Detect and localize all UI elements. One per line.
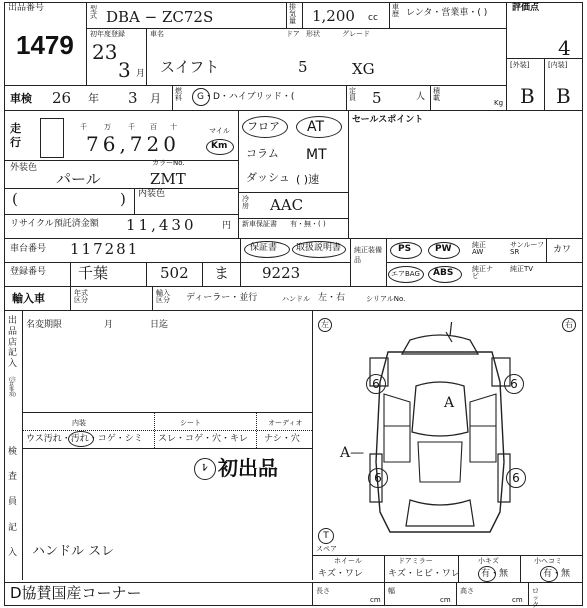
divider	[238, 218, 348, 219]
first-reg-month-unit: 月	[136, 69, 146, 79]
right-side-marker: 右	[562, 318, 576, 332]
divider	[302, 2, 303, 28]
displacement-label: 排気量	[289, 3, 296, 25]
equipment-tv: 純正TV	[510, 265, 534, 273]
divider	[312, 555, 583, 556]
divider	[238, 192, 348, 193]
divider	[22, 448, 312, 449]
option-mt: MT	[306, 147, 327, 163]
recycle-unit: 円	[222, 221, 232, 231]
chassis-value: 117281	[70, 240, 140, 258]
exterior-color-label: 外装色	[10, 163, 38, 173]
import-div-value: ディーラー・並行	[186, 293, 258, 303]
option-speed: ( )速	[296, 173, 320, 186]
equipment-airbag: エアBAG	[391, 270, 420, 278]
first-reg-month: 3	[118, 58, 131, 82]
lot-number: 1479	[16, 30, 74, 60]
inspector-label: 検査員記入	[8, 447, 18, 558]
load-unit: Kg	[494, 99, 504, 107]
divider	[346, 85, 347, 110]
width-label: 幅	[388, 587, 395, 595]
fuel-label: 燃料	[175, 87, 182, 102]
shaken-month: 3	[128, 89, 138, 107]
history-value: レンタ・営業車・( )	[406, 8, 488, 18]
registration-area: 千葉	[78, 264, 109, 282]
divider	[256, 412, 257, 448]
divider	[546, 238, 547, 262]
diagram-mark-6-rear-left: 6	[368, 468, 388, 488]
first-listing-stamp-icon: ﾚ	[194, 458, 216, 480]
divider	[4, 582, 583, 583]
audio-header: オーディオ	[268, 419, 303, 427]
option-floor: フロア	[247, 120, 280, 133]
interior-color-label: 内装色	[138, 189, 166, 199]
type-value: DBA − ZC72S	[106, 8, 214, 26]
doors-value: 5	[298, 58, 308, 76]
mirror-label: ドアミラー	[398, 557, 433, 565]
divider	[348, 110, 349, 238]
mileage-box	[40, 118, 64, 158]
load-label: 積載	[433, 87, 440, 102]
first-reg-year: 23	[92, 40, 118, 64]
displacement-unit: cc	[368, 13, 378, 23]
exterior-score-label: [外装]	[510, 61, 530, 69]
name-change-month: 月	[104, 320, 114, 330]
divider	[86, 2, 87, 85]
equipment-aw: 純正AW	[472, 241, 486, 256]
wheel-values: キズ・ワレ	[318, 569, 363, 579]
color-no-label: カラーNo.	[152, 159, 185, 167]
grade-value: XG	[352, 60, 375, 78]
name-change-label: 名変期限	[26, 320, 63, 330]
registration-label: 登録番号	[10, 267, 47, 277]
first-reg-label: 初年度登録	[90, 30, 125, 38]
lock-label: ロック	[532, 587, 539, 608]
divider	[86, 28, 506, 29]
equipment-label: 純正装備品	[354, 246, 382, 264]
divider	[134, 188, 135, 214]
warranty-label: 新車保証書	[242, 220, 277, 228]
divider	[22, 430, 312, 431]
capacity-value: 5	[372, 89, 382, 107]
doors-label: ドア	[286, 30, 300, 38]
divider	[172, 85, 173, 110]
name-change-day: 日迄	[150, 320, 169, 330]
score-value: 4	[558, 36, 571, 60]
mileage-label: 走行	[10, 122, 21, 150]
aircon-value: AAC	[270, 196, 304, 214]
diagram-mark-6-rear-right: 6	[506, 468, 526, 488]
diagram-mark-a-roof: A	[444, 395, 455, 411]
manual-label: 取扱説明書	[296, 243, 342, 253]
audio-values: ナシ・穴	[264, 434, 300, 444]
mileage-digit-header: 十	[170, 123, 177, 131]
length-unit: cm	[370, 596, 381, 604]
chassis-label: 車台番号	[10, 244, 47, 254]
car-name-value: スイフト	[160, 58, 220, 76]
import-label: 輸入車	[12, 292, 45, 305]
equipment-navi: 純正ナビ	[472, 265, 493, 280]
divider	[430, 85, 431, 110]
divider	[386, 262, 583, 263]
import-handle-label: ハンドル	[282, 295, 310, 303]
small-scratch-label: 小キズ	[478, 557, 499, 565]
divider	[384, 555, 385, 582]
shape-label: 形状	[306, 30, 320, 38]
registration-kana: ま	[214, 264, 230, 282]
divider	[70, 262, 71, 286]
first-listing-label: 初出品	[218, 456, 278, 480]
shaken-label: 車検	[10, 92, 32, 105]
notes-side-label: 出品店記入	[8, 316, 18, 370]
seat-header: シート	[180, 419, 201, 427]
height-label: 高さ	[460, 587, 474, 595]
aircon-label: 冷房	[242, 195, 249, 210]
warranty-value: 有・無・( )	[290, 220, 326, 228]
import-serial-label: シリアルNo.	[366, 295, 406, 303]
import-year-label: 年式区分	[74, 289, 88, 304]
divider	[154, 412, 155, 448]
import-div-label: 輸入区分	[156, 289, 170, 304]
diagram-mark-6-right: 6	[504, 374, 524, 394]
divider	[4, 160, 238, 161]
warranty-doc-label: 保証書	[250, 243, 278, 253]
car-diagram	[340, 322, 540, 542]
small-dent-values: 有・無	[543, 569, 571, 579]
diagram-mark-6-left: 6	[366, 374, 386, 394]
capacity-unit: 人	[416, 92, 426, 102]
equipment-ps: PS	[398, 244, 412, 254]
divider	[312, 310, 313, 580]
mileage-digit-header: 千	[80, 123, 87, 131]
registration-class: 502	[160, 264, 189, 282]
width-unit: cm	[440, 596, 451, 604]
left-side-marker: 左	[318, 318, 332, 332]
divider	[4, 286, 583, 287]
divider	[146, 262, 147, 286]
color-no-value: ZMT	[150, 170, 186, 188]
sales-point-label: セールスポイント	[352, 115, 424, 125]
equipment-sr: サンルーフSR	[510, 241, 545, 256]
capacity-label: 定員	[349, 87, 356, 102]
handwritten-note: ハンドル スレ	[32, 544, 115, 559]
small-dent-label: 小ヘコミ	[534, 557, 562, 565]
exterior-paren-close: )	[120, 190, 126, 208]
mileage-value: 76,720	[86, 132, 180, 156]
mileage-unit-mile: マイル	[209, 127, 230, 135]
equipment-kawa: カワ	[553, 245, 572, 255]
shaken-month-unit: 月	[150, 92, 161, 105]
interior-values: ウス汚れ・汚れ・コゲ・シミ	[26, 434, 143, 444]
height-unit: cm	[512, 596, 523, 604]
registration-number: 9223	[262, 264, 301, 282]
mileage-digit-header: 千	[128, 123, 135, 131]
mileage-digit-header: 百	[150, 123, 157, 131]
equipment-abs: ABS	[433, 268, 454, 278]
divider	[4, 262, 350, 263]
divider	[4, 238, 583, 239]
import-handle-value: 左・右	[318, 293, 346, 303]
shaken-year: 26	[52, 89, 72, 107]
option-dash: ダッシュ	[246, 171, 290, 184]
grade-label: グレード	[342, 30, 370, 38]
interior-header: 内装	[72, 419, 86, 427]
divider	[506, 2, 507, 110]
history-label: 車歴	[392, 3, 399, 18]
small-scratch-values: 有・無	[481, 569, 509, 579]
divider	[202, 262, 203, 286]
interior-score-label: [内装]	[548, 61, 568, 69]
equipment-pw: PW	[435, 244, 452, 254]
exterior-color-value: パール	[56, 170, 101, 188]
displacement-value: 1,200	[312, 7, 355, 25]
mileage-digit-header: 万	[104, 123, 111, 131]
divider	[286, 2, 287, 28]
spare-label: スペア	[316, 545, 337, 553]
divider	[350, 238, 351, 286]
mileage-unit-km: Km	[211, 141, 228, 151]
divider	[4, 110, 583, 111]
divider	[4, 214, 238, 215]
seat-values: スレ・コゲ・穴・キレ	[158, 434, 248, 444]
divider	[456, 582, 457, 606]
divider	[312, 582, 313, 606]
recycle-label: リサイクル預託済金額	[10, 219, 99, 229]
divider	[520, 555, 521, 582]
length-label: 長さ	[316, 587, 330, 595]
divider	[240, 238, 241, 262]
notes-side-sub: (注意事項)	[9, 377, 16, 398]
shaken-year-unit: 年	[88, 92, 99, 105]
divider	[4, 188, 238, 189]
type-label: 型式	[90, 5, 97, 20]
diagram-mark-a-side: A—	[340, 445, 365, 461]
divider	[4, 310, 583, 311]
spare-tire-icon: T	[318, 528, 334, 544]
divider	[22, 412, 312, 413]
option-column: コラム	[246, 147, 279, 160]
score-label: 評価点	[512, 3, 540, 13]
mirror-values: キズ・ヒビ・ワレ	[388, 569, 460, 579]
divider	[152, 286, 153, 310]
recycle-value: 11,430	[126, 216, 197, 234]
divider	[240, 262, 241, 286]
divider	[384, 582, 385, 606]
option-at: AT	[307, 119, 325, 135]
interior-score-value: B	[556, 84, 571, 108]
divider	[70, 286, 71, 310]
fuel-value: G・D・ハイブリッド・(	[197, 92, 295, 102]
car-name-label: 車名	[150, 30, 164, 38]
corner-label: D協賛国産コーナー	[10, 584, 142, 602]
divider	[146, 28, 147, 85]
exterior-score-value: B	[520, 84, 535, 108]
lot-label: 出品番号	[8, 3, 45, 13]
wheel-label: ホイール	[334, 557, 362, 565]
divider	[389, 2, 390, 28]
divider	[544, 58, 545, 110]
divider	[458, 555, 459, 582]
divider	[22, 310, 23, 580]
exterior-paren: (	[12, 190, 18, 208]
divider	[528, 582, 529, 606]
